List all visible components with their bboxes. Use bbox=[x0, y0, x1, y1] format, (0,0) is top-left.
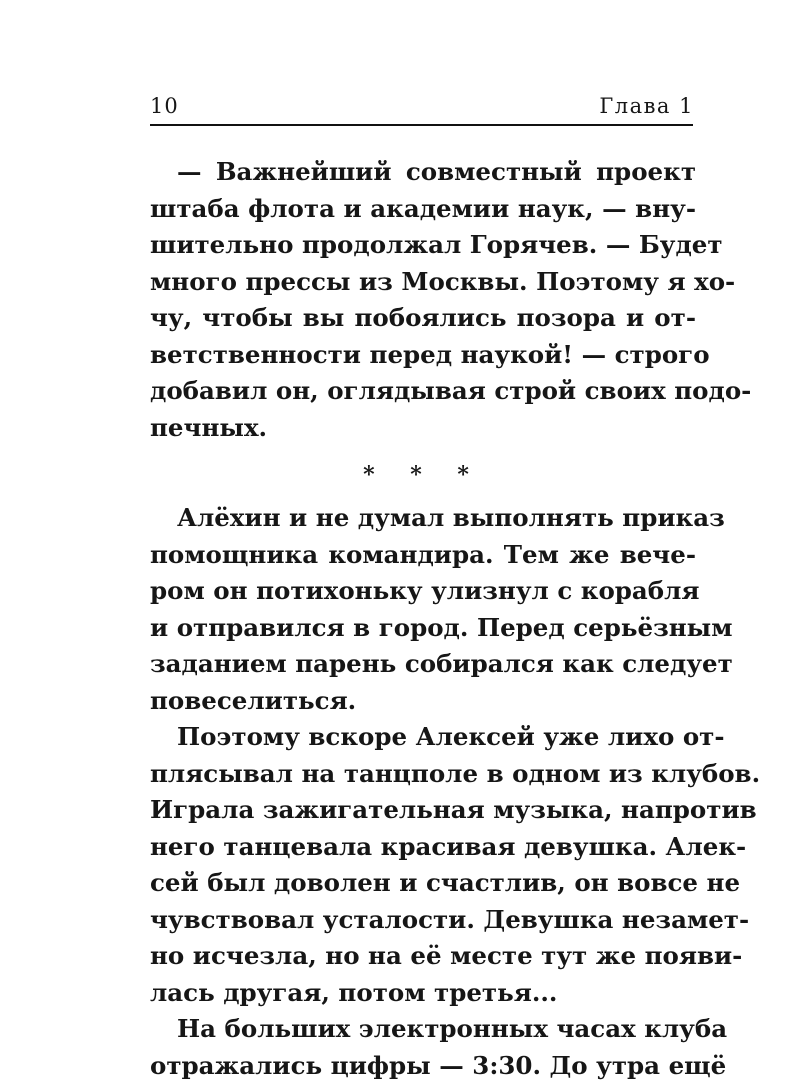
text-line: и отправился в город. Перед серьёзным bbox=[150, 610, 696, 647]
paragraph-3 bbox=[150, 719, 696, 1011]
text-line: добавил он, оглядывая строй своих подо- bbox=[150, 373, 696, 410]
paragraph-1 bbox=[150, 154, 696, 446]
text-line: Играла зажигательная музыка, напротив bbox=[150, 792, 696, 829]
text-line: шительно продолжал Горячев. — Будет bbox=[150, 227, 696, 264]
text-line: На больших электронных часах клуба bbox=[150, 1011, 696, 1048]
text-line: лась другая, потом третья... bbox=[150, 975, 696, 1012]
text-line: ветственности перед наукой! — строго bbox=[150, 337, 696, 374]
paragraph-2 bbox=[150, 500, 696, 719]
text-line: ром он потихоньку улизнул с корабля bbox=[150, 573, 696, 610]
text-line: сей был доволен и счастлив, он вовсе не bbox=[150, 865, 696, 902]
chapter-title: Глава 1 bbox=[599, 94, 694, 118]
text-line: помощника командира. Тем же вече- bbox=[150, 537, 696, 574]
text-line: — Важнейший совместный проект bbox=[150, 154, 696, 191]
text-line: Алёхин и не думал выполнять приказ bbox=[150, 500, 696, 537]
text-line: Поэтому вскоре Алексей уже лихо от- bbox=[150, 719, 696, 756]
text-line: плясывал на танцполе в одном из клубов. bbox=[150, 756, 696, 793]
running-head bbox=[150, 94, 700, 122]
section-separator: * * * bbox=[150, 454, 696, 496]
text-line: него танцевала красивая девушка. Алек- bbox=[150, 829, 696, 866]
page-number: 10 bbox=[150, 94, 179, 118]
header-rule bbox=[150, 124, 693, 126]
paragraph-4 bbox=[150, 1011, 696, 1084]
text-line: печных. bbox=[150, 410, 696, 447]
text-line: повеселиться. bbox=[150, 683, 696, 720]
body-text bbox=[150, 154, 696, 1084]
text-line: чувствовал усталости. Девушка незамет- bbox=[150, 902, 696, 939]
text-line: заданием парень собирался как следует bbox=[150, 646, 696, 683]
text-line: но исчезла, но на её месте тут же появи- bbox=[150, 938, 696, 975]
text-line: чу, чтобы вы побоялись позора и от- bbox=[150, 300, 696, 337]
text-line: много прессы из Москвы. Поэтому я хо- bbox=[150, 264, 696, 301]
text-line: штаба флота и академии наук, — вну- bbox=[150, 191, 696, 228]
text-line: отражались цифры — 3:30. До утра ещё bbox=[150, 1048, 696, 1084]
